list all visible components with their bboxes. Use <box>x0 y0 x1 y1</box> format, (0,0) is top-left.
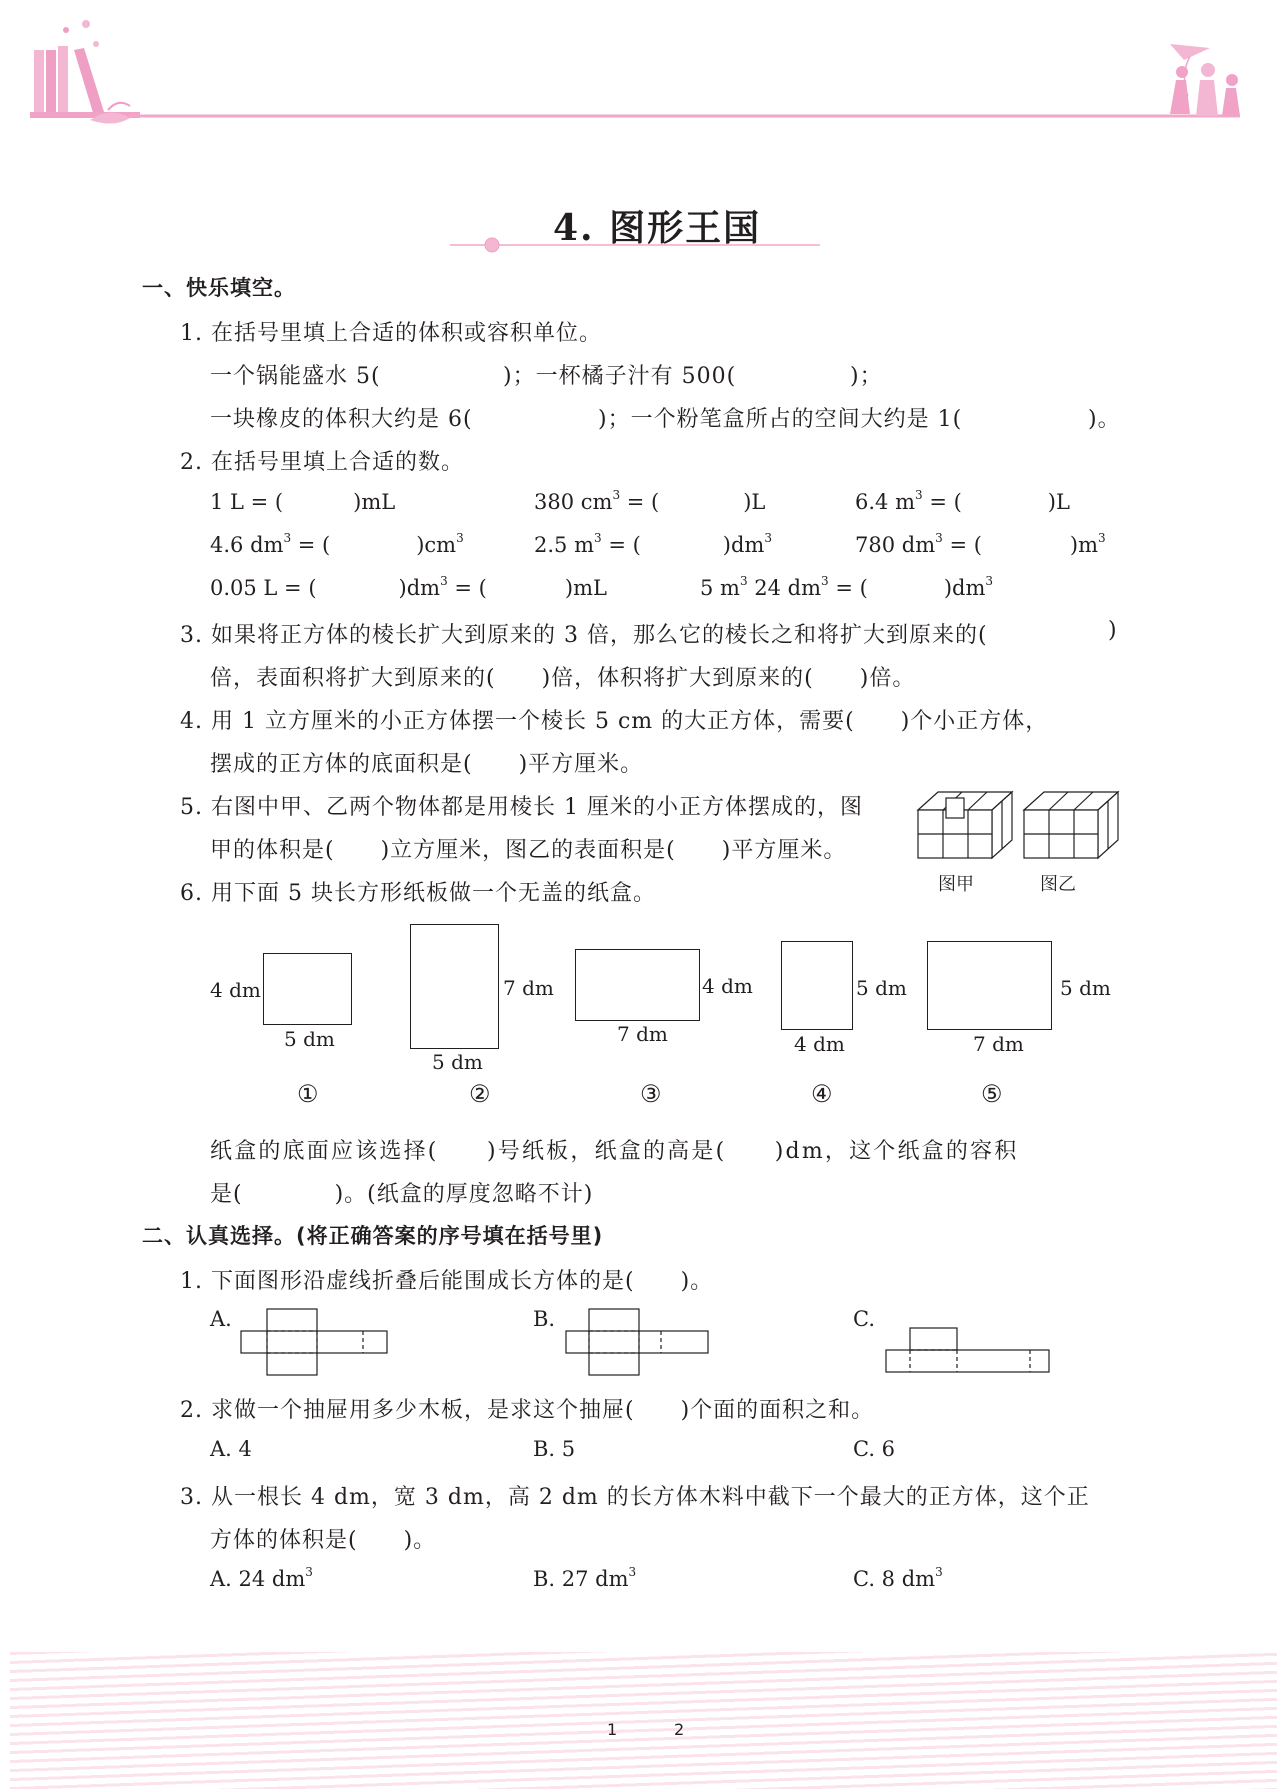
q3-line1-end: ) <box>1108 618 1118 643</box>
figure-jia-label: 图甲 <box>938 874 974 895</box>
s2-q2-option-a: A. 4 <box>210 1437 252 1461</box>
net-b <box>565 1308 715 1382</box>
q6-stem: 6. 用下面 5 块长方形纸板做一个无盖的纸盒。 <box>180 881 656 906</box>
q1-line2c: )。 <box>1088 407 1121 432</box>
s2-q1-stem: 1. 下面图形沿虚线折叠后能围成长方体的是( )。 <box>180 1269 714 1294</box>
board-5-right: 5 dm <box>1060 976 1111 1000</box>
q1-line1b: )；一杯橘子汁有 500( <box>503 364 737 389</box>
board-2-bottom: 5 dm <box>432 1050 483 1074</box>
page-number-left: 1 <box>607 1720 618 1739</box>
s2-q2-stem: 2. 求做一个抽屉用多少木板，是求这个抽屉( )个面的面积之和。 <box>180 1398 875 1423</box>
q1-line2b: )；一个粉笔盒所占的空间大约是 1( <box>598 407 963 432</box>
s2-q1-option-a: A. <box>210 1307 232 1331</box>
board-4-id: ④ <box>811 1080 833 1108</box>
board-5-id: ⑤ <box>981 1080 1003 1108</box>
q2-r1c3: 6.4 $m^3$ = ( )L <box>855 488 1070 514</box>
figure-yi-label: 图乙 <box>1040 874 1076 895</box>
footer-band <box>10 1652 1277 1789</box>
q1-line1a: 一个锅能盛水 5( <box>210 364 381 389</box>
q2-r2c1: 4.6 $dm^3$ = ( )$cm^3$ <box>210 531 464 557</box>
q2-r1c2: 380 $cm^3$ = ( )L <box>534 488 766 514</box>
s2-q3-option-c: C. 8 $dm^3$ <box>853 1565 943 1591</box>
board-3-id: ③ <box>640 1080 662 1108</box>
q1-stem: 1. 在括号里填上合适的体积或容积单位。 <box>180 321 602 346</box>
q1-line2a: 一块橡皮的体积大约是 6( <box>210 407 473 432</box>
board-2-id: ② <box>469 1080 491 1108</box>
board-3-bottom: 7 dm <box>617 1022 668 1046</box>
q4-line2: 摆成的正方体的底面积是( )平方厘米。 <box>210 752 644 777</box>
page-title: 4. 图形王国 <box>553 207 762 249</box>
header-ornament <box>0 0 1287 140</box>
q2-stem: 2. 在括号里填上合适的数。 <box>180 450 464 475</box>
s2-q3-line1: 3. 从一根长 4 dm，宽 3 dm，高 2 dm 的长方体木料中截下一个最大的正方体，这个正 <box>180 1485 1090 1510</box>
q2-r2c3: 780 $dm^3$ = ( )$m^3$ <box>855 531 1106 557</box>
section1-heading: 一、快乐填空。 <box>142 276 296 300</box>
q3-line1: 3. 如果将正方体的棱长扩大到原来的 3 倍，那么它的棱长之和将扩大到原来的( <box>180 623 988 648</box>
q6-answer-line2: 是( )。(纸盒的厚度忽略不计) <box>210 1182 594 1207</box>
q5-line1: 5. 右图中甲、乙两个物体都是用棱长 1 厘米的小正方体摆成的，图 <box>180 795 863 820</box>
board-1-left: 4 dm <box>210 978 261 1002</box>
s2-q1-option-c: C. <box>853 1307 875 1331</box>
board-1-id: ① <box>297 1080 319 1108</box>
board-2 <box>410 924 499 1049</box>
q2-r2c2: 2.5 $m^3$ = ( )$dm^3$ <box>534 531 772 557</box>
figure-yi <box>1022 788 1122 866</box>
board-5-bottom: 7 dm <box>973 1032 1024 1056</box>
board-3-right: 4 dm <box>702 974 753 998</box>
s2-q3-option-a: A. 24 $dm^3$ <box>210 1565 313 1591</box>
figure-jia <box>916 788 1016 866</box>
header-decoration <box>0 0 1287 140</box>
q1-line1c: )； <box>850 364 883 389</box>
s2-q2-option-b: B. 5 <box>533 1437 576 1461</box>
page-number-right: 2 <box>674 1720 685 1739</box>
board-2-right: 7 dm <box>503 976 554 1000</box>
board-1-bottom: 5 dm <box>284 1027 335 1051</box>
net-a <box>240 1308 390 1382</box>
q6-answer-line1: 纸盒的底面应该选择( )号纸板，纸盒的高是( )dm，这个纸盒的容积 <box>210 1139 1019 1164</box>
q4-line1: 4. 用 1 立方厘米的小正方体摆一个棱长 5 cm 的大正方体，需要( )个小正方体， <box>180 709 1049 734</box>
board-1 <box>263 953 352 1025</box>
q3-line2: 倍，表面积将扩大到原来的( )倍，体积将扩大到原来的( )倍。 <box>210 666 916 691</box>
board-4-bottom: 4 dm <box>794 1032 845 1056</box>
board-3 <box>575 949 700 1021</box>
q2-r3c1: 0.05 L = ( )$dm^3$ = ( )mL <box>210 574 607 600</box>
q2-r1c1: 1 L = ( )mL <box>210 490 396 514</box>
section2-heading: 二、认真选择。(将正确答案的序号填在括号里) <box>142 1224 604 1248</box>
q2-r3c2: 5 $m^3$ 24 $dm^3$ = ( )$dm^3$ <box>700 574 994 600</box>
q5-line2: 甲的体积是( )立方厘米，图乙的表面积是( )平方厘米。 <box>210 838 847 863</box>
s2-q3-option-b: B. 27 $dm^3$ <box>533 1565 637 1591</box>
board-5 <box>927 941 1052 1030</box>
s2-q2-option-c: C. 6 <box>853 1437 896 1461</box>
board-4-right: 5 dm <box>856 976 907 1000</box>
net-c <box>885 1326 1055 1380</box>
s2-q3-line2: 方体的体积是( )。 <box>210 1528 437 1553</box>
board-4 <box>781 941 853 1030</box>
title-underline <box>450 236 820 260</box>
s2-q1-option-b: B. <box>533 1307 556 1331</box>
